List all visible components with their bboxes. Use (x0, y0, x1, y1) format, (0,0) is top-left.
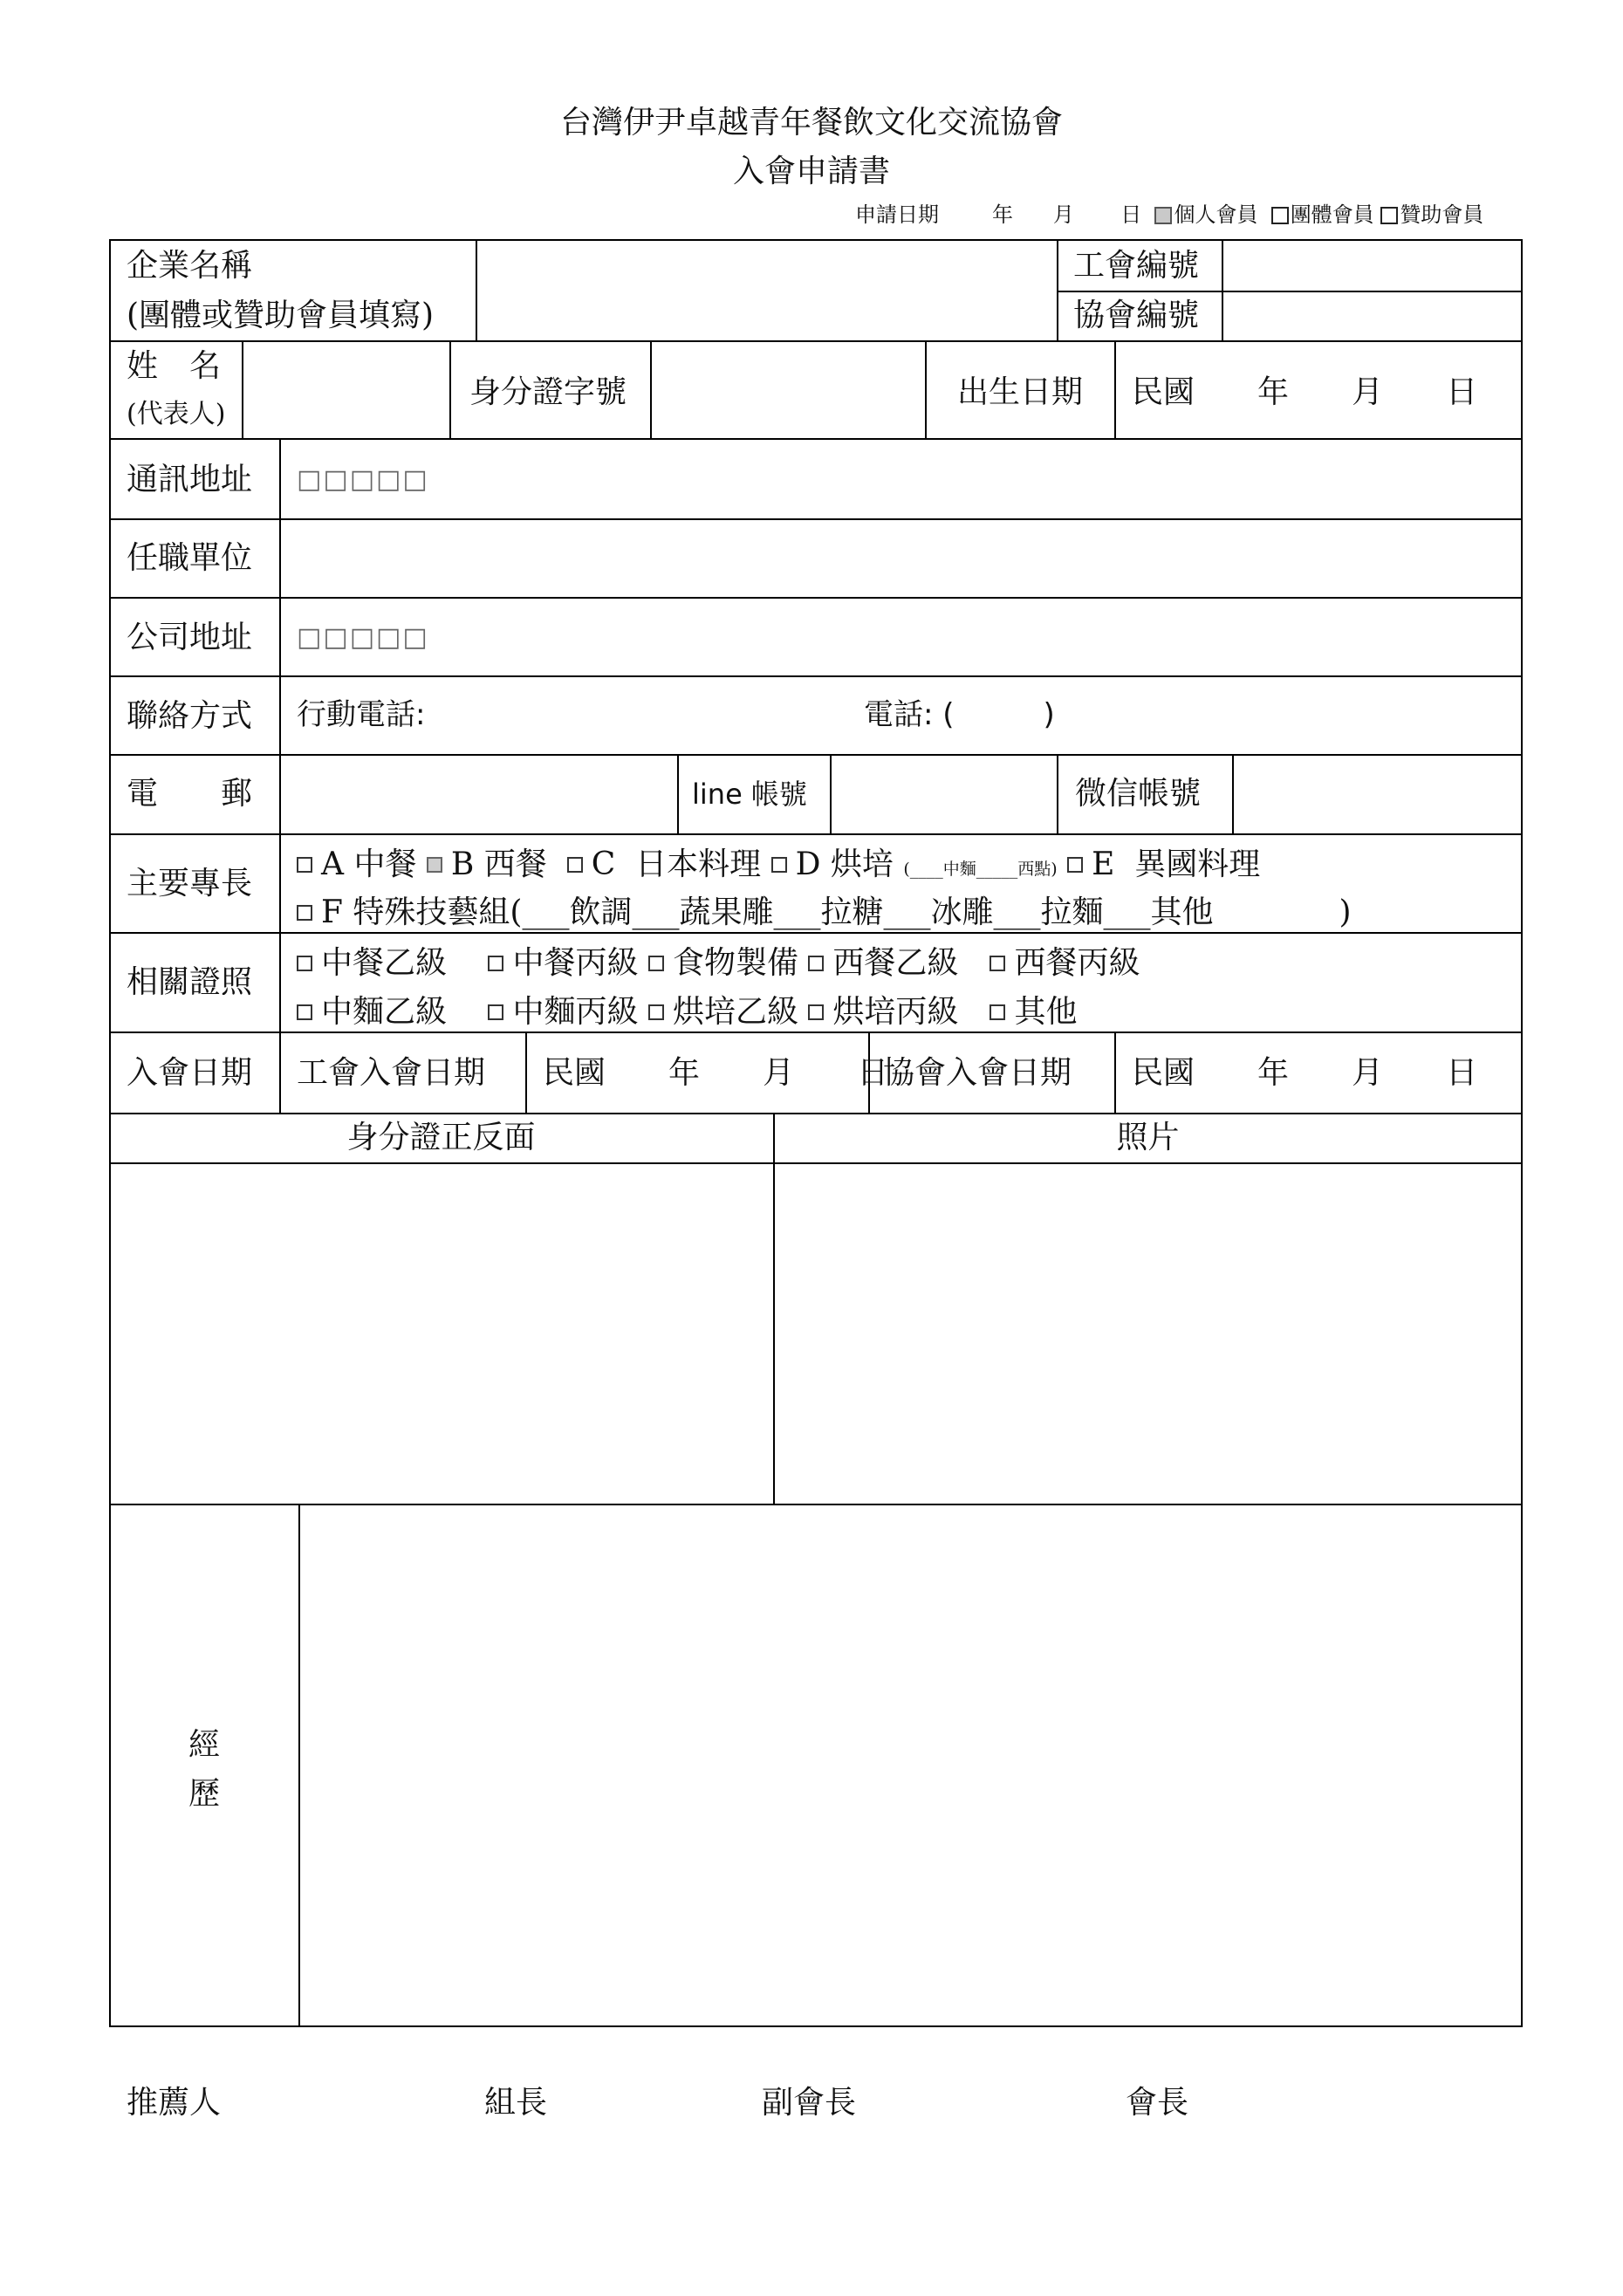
year-label: 年 (992, 202, 1014, 227)
contact-label: 聯絡方式 (127, 698, 253, 734)
member-type-individual: 個人會員 (1174, 202, 1258, 227)
month-label: 月 (1352, 1055, 1384, 1091)
year-label: 年 (668, 1055, 701, 1091)
specialty-f: F 特殊技藝組(___飲調___蔬果雕___拉糖___冰雕___拉麵___其他 ) (321, 894, 1352, 930)
join-date-label: 入會日期 (127, 1055, 253, 1091)
year-label: 年 (1257, 1055, 1290, 1091)
specialty-label: 主要專長 (127, 866, 253, 901)
license-checkbox[interactable] (990, 1004, 1005, 1020)
specialty-row-2 (297, 888, 1352, 932)
mailing-postal-code[interactable]: □□□□□ (297, 464, 429, 495)
license-checkbox[interactable] (808, 956, 824, 971)
license-item: 西餐乙級 (832, 945, 959, 981)
id-number-field[interactable] (655, 346, 920, 435)
experience-label-1: 經 (188, 1727, 221, 1763)
association-join-date-field[interactable] (1132, 1056, 1477, 1091)
experience-label-2: 歷 (188, 1776, 221, 1812)
company-name-note: (團體或贊助會員填寫) (127, 298, 435, 333)
license-item: 中麵丙級 (512, 994, 639, 1030)
license-checkbox[interactable] (808, 1004, 824, 1020)
employer-field[interactable] (286, 524, 1517, 593)
license-row-1 (297, 938, 1140, 983)
association-join-date-label: 協會入會日期 (883, 1055, 1072, 1091)
day-label: 日 (1446, 1055, 1478, 1091)
form-title: 入會申請書 (732, 154, 890, 189)
license-item: 食物製備 (672, 945, 798, 981)
specialty-b: B 西餐 (450, 846, 547, 882)
specialty-d: D 烘培 (795, 846, 894, 882)
wechat-label: 微信帳號 (1075, 776, 1202, 812)
license-item: 烘培乙級 (672, 994, 798, 1030)
bake-detail: (____中麵_____西點) (903, 860, 1058, 879)
day-label: 日 (1120, 202, 1142, 227)
checkbox-group[interactable] (1271, 207, 1289, 224)
license-checkbox[interactable] (648, 1004, 664, 1020)
license-checkbox[interactable] (488, 956, 503, 971)
day-label: 日 (1446, 374, 1478, 410)
mailing-address-label: 通訊地址 (127, 462, 253, 497)
license-item: 烘培丙級 (832, 994, 959, 1030)
id-number-label: 身分證字號 (469, 374, 627, 410)
line-account-field[interactable] (835, 759, 1051, 829)
license-checkbox[interactable] (297, 956, 312, 971)
company-name-label: 企業名稱 (127, 248, 253, 284)
specialty-a-checkbox[interactable] (297, 857, 312, 873)
specialty-row-1 (297, 840, 1260, 884)
year-label: 年 (1257, 374, 1290, 410)
month-label: 月 (1052, 202, 1074, 227)
month-label: 月 (763, 1055, 795, 1091)
checkbox-sponsor[interactable] (1380, 207, 1398, 224)
specialty-a: A 中餐 (321, 846, 417, 882)
name-label: 姓 名 (127, 348, 222, 384)
phone-label: 電話: ( ) (864, 697, 1055, 732)
union-number-field[interactable] (1229, 244, 1517, 288)
specialty-d-checkbox[interactable] (771, 857, 787, 873)
specialty-b-checkbox[interactable] (427, 857, 442, 873)
group-leader-label: 組長 (484, 2085, 548, 2121)
member-type-sponsor: 贊助會員 (1400, 202, 1484, 227)
license-item: 其他 (1014, 994, 1078, 1030)
name-note: (代表人) (127, 399, 226, 429)
application-date-line (855, 197, 1483, 228)
union-number-label: 工會編號 (1073, 248, 1200, 284)
id-card-upload-area[interactable] (113, 1166, 770, 1500)
mobile-label: 行動電話: (297, 697, 426, 732)
specialty-c: C 日本料理 (591, 846, 762, 882)
company-address-label: 公司地址 (127, 620, 253, 655)
vice-president-label: 副會長 (762, 2085, 857, 2121)
roc-label: 民國 (543, 1055, 606, 1091)
company-name-field[interactable] (483, 244, 1051, 337)
union-join-date-label: 工會入會日期 (297, 1055, 486, 1091)
specialty-f-checkbox[interactable] (297, 905, 312, 921)
org-title: 台灣伊尹卓越青年餐飲文化交流協會 (559, 105, 1063, 141)
roc-label: 民國 (1132, 374, 1195, 410)
checkbox-individual[interactable] (1154, 207, 1172, 224)
license-checkbox[interactable] (488, 1004, 503, 1020)
license-item: 中餐丙級 (512, 945, 639, 981)
license-checkbox[interactable] (648, 956, 664, 971)
license-checkbox[interactable] (297, 1004, 312, 1020)
email-field[interactable] (286, 759, 672, 829)
month-label: 月 (1352, 374, 1384, 410)
license-item: 中餐乙級 (321, 945, 448, 981)
email-label: 電 郵 (127, 776, 253, 812)
license-item: 中麵乙級 (321, 994, 448, 1030)
company-postal-code[interactable]: □□□□□ (297, 622, 429, 653)
roc-label: 民國 (1132, 1055, 1195, 1091)
photo-label: 照片 (1116, 1120, 1180, 1155)
license-row-2 (297, 987, 1077, 1031)
license-checkbox[interactable] (990, 956, 1005, 971)
recommender-label: 推薦人 (127, 2085, 222, 2121)
birth-date-label: 出生日期 (957, 374, 1084, 410)
employer-label: 任職單位 (127, 540, 253, 576)
president-label: 會長 (1126, 2085, 1189, 2121)
license-item: 西餐丙級 (1014, 945, 1140, 981)
specialty-c-checkbox[interactable] (567, 857, 583, 873)
apply-date-label: 申請日期 (855, 202, 939, 227)
id-card-label: 身分證正反面 (346, 1120, 536, 1155)
association-number-field[interactable] (1229, 295, 1517, 339)
specialty-e-checkbox[interactable] (1067, 857, 1083, 873)
photo-upload-area[interactable] (777, 1166, 1517, 1500)
member-type-group: 團體會員 (1290, 202, 1374, 227)
specialty-e: E 異國料理 (1092, 846, 1261, 882)
line-account-label: line 帳號 (692, 778, 807, 811)
birth-date-field[interactable] (1132, 375, 1477, 410)
wechat-field[interactable] (1237, 759, 1517, 829)
union-join-date-field[interactable] (543, 1056, 888, 1091)
license-label: 相關證照 (127, 964, 253, 1000)
association-number-label: 協會編號 (1073, 298, 1200, 333)
day-label: 日 (857, 1055, 889, 1091)
experience-field[interactable] (302, 1507, 1517, 2022)
name-field[interactable] (247, 346, 446, 435)
